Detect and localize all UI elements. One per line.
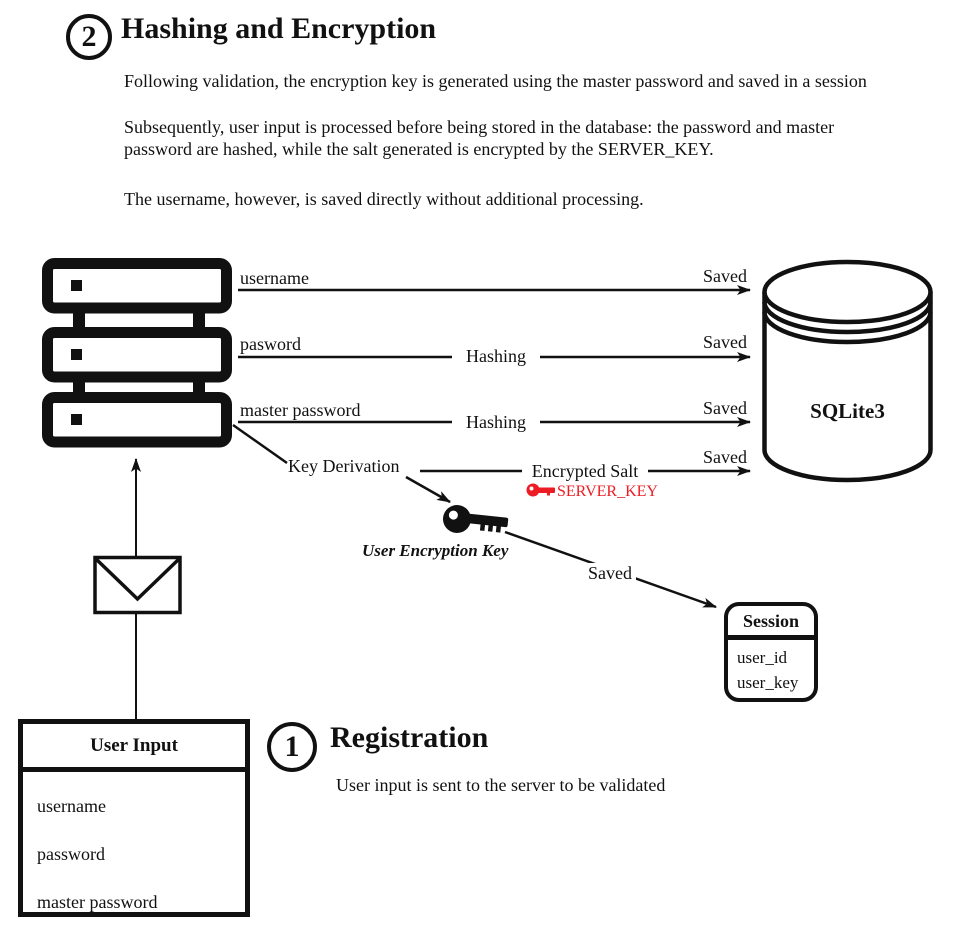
user-input-field-master-password: master password <box>37 892 158 912</box>
label-saved-username: Saved <box>703 266 747 286</box>
section2-paragraph-2 <box>124 116 834 160</box>
label-server-key: SERVER_KEY <box>557 483 658 500</box>
label-username: username <box>240 268 309 288</box>
user-input-title: User Input <box>23 724 245 772</box>
user-input-box <box>18 719 250 917</box>
session-field-user-key: user_key <box>737 673 799 692</box>
label-saved-password: Saved <box>703 332 747 352</box>
server-stack-icon <box>48 264 227 443</box>
user-input-fields <box>23 772 245 926</box>
session-fields <box>728 640 814 695</box>
section1-title: Registration <box>330 721 489 754</box>
user-input-field-username: username <box>37 796 106 816</box>
step-2-badge: 2 <box>66 14 112 60</box>
label-master-password: master password <box>240 400 361 420</box>
section1-subtitle: User input is sent to the server to be validated <box>336 775 666 795</box>
database-cylinder-icon <box>765 262 931 480</box>
label-encrypted-salt: Encrypted Salt <box>522 461 648 482</box>
label-pasword: pasword <box>240 334 301 354</box>
step-1-badge: 1 <box>267 722 317 772</box>
line-key-derivation <box>233 425 287 463</box>
section2-paragraph-3: The username, however, is saved directly without additional processing. <box>124 189 644 209</box>
label-saved-session: Saved <box>584 563 636 584</box>
label-hashing-master: Hashing <box>452 412 540 433</box>
session-title: Session <box>728 606 814 640</box>
arrow-to-key <box>406 477 450 502</box>
section2-paragraph-1: Following validation, the encryption key is generated using the master password and saved in a session <box>124 71 867 91</box>
session-box <box>724 602 818 702</box>
user-input-field-password: password <box>37 844 105 864</box>
label-saved-salt: Saved <box>703 447 747 467</box>
section2-title: Hashing and Encryption <box>121 12 437 45</box>
database-label: SQLite3 <box>810 399 885 423</box>
key-icon <box>442 504 510 539</box>
label-key-derivation: Key Derivation <box>288 456 400 476</box>
section2-paragraph-2-line1: Subsequently, user input is processed before being stored in the database: the password and master <box>124 117 835 137</box>
label-saved-master: Saved <box>703 398 747 418</box>
red-key-icon <box>527 484 556 497</box>
label-hashing-password: Hashing <box>452 346 540 367</box>
label-user-encryption-key: User Encryption Key <box>362 541 509 560</box>
session-field-user-id: user_id <box>737 648 788 667</box>
section2-paragraph-2-line2: password are hashed, while the salt generated is encrypted by the SERVER_KEY. <box>124 139 714 159</box>
envelope-icon <box>95 558 180 613</box>
